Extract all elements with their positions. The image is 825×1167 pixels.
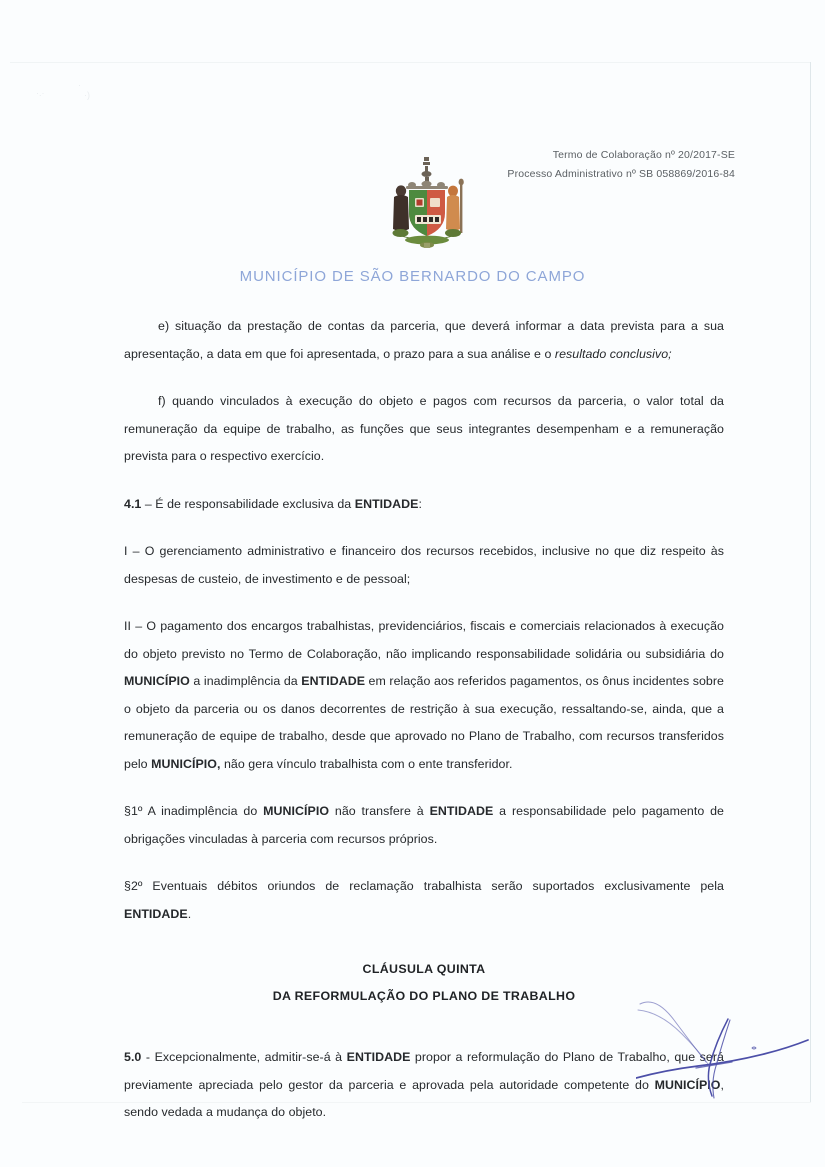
item-4-1-entidade: ENTIDADE [354,496,419,511]
paragraph-2-seg2: . [187,906,192,921]
paragraph-item-f: f) quando vinculados à execução do objeto e pagos com recursos da parceria, o valor total da remuneração da equipe de trabalho, as funções que seus integrantes desempenham e a remuneração prevista para o respectivo exercício. [124,394,724,463]
item-II-municipio-1: MUNICÍPIO [124,674,190,688]
item-5-0-number: 5.0 [124,1050,142,1064]
item-4-1-text-after: : [418,496,422,511]
paragraph-1-seg1: §1º A inadimplência do [124,804,264,818]
paragraph-2 [124,873,724,928]
processo-administrativo-number: Processo Administrativo nº SB 058869/2016-84 [507,168,735,180]
paragraph-item-5-0 [124,1044,724,1127]
item-5-0-seg3: , sendo vedada a mudança do objeto. [124,1077,724,1119]
municipality-title: MUNICÍPIO DE SÃO BERNARDO DO CAMPO [239,268,586,285]
document-reference-block [507,146,735,184]
paragraph-item-e [124,313,724,368]
item-II-municipio-2: MUNICÍPIO, [151,756,221,771]
item-5-0-seg1: - Excepcionalmente, admitir-se-á à [141,1050,347,1064]
document-body [124,313,724,1147]
paragraph-item-II [124,613,724,778]
item-4-1-number: 4.1 [124,496,142,511]
item-e-lead: e) situação da prestação de contas da parceria, que deverá informar a data prevista para a sua apresentação, a data em que foi apresentada, o prazo para a sua análise e o [124,319,724,361]
paragraph-2-entidade: ENTIDADE [124,906,188,921]
item-4-1-text-before: – É de responsabilidade exclusiva da [141,496,355,511]
item-5-0-seg2: propor a reformulação do Plano de Trabalho, que será previamente apreciada pelo gestor da parceria e aprovada pela autoridade competente do [124,1050,724,1092]
coat-of-arms-icon [385,155,469,251]
clause-heading [124,956,724,1010]
paragraph-item-I: I – O gerenciamento administrativo e financeiro dos recursos recebidos, inclusive no que diz respeito às despesas de custeio, de investimento e de pessoal; [124,544,724,586]
paragraph-1-municipio: MUNICÍPIO [263,804,330,818]
paragraph-1-entidade: ENTIDADE [429,804,494,818]
item-II-seg2: a inadimplência da [189,674,302,688]
paragraph-1 [124,798,724,853]
item-e-italic-tail: resultado conclusivo; [554,346,672,361]
page-edge-right [810,62,811,1102]
clause-title-line-2: DA REFORMULAÇÃO DO PLANO DE TRABALHO [272,989,576,1003]
paragraph-1-seg3: a responsabilidade pelo pagamento de obrigações vinculadas à parceria com recursos próprios. [124,804,725,846]
item-II-seg4: não gera vínculo trabalhista com o ente transferidor. [220,756,513,771]
paragraph-1-seg2: não transfere à [329,804,430,818]
item-II-seg3: em relação aos referidos pagamentos, os ônus incidentes sobre o objeto da parceria ou os danos decorrentes de restrição à sua execução, ressaltando-se, ainda, que a remuneração de equipe de trabalho, desde que aprovado no Plano de Trabalho, com recursos transferidos pelo [124,674,724,771]
item-II-entidade: ENTIDADE [301,674,366,688]
scan-artifact-speckle: ·.· [36,88,45,98]
item-II-seg1: II – O pagamento dos encargos trabalhistas, previdenciários, fiscais e comerciais relacionados à execução do objeto previsto no Termo de Colaboração, não implicando responsabilidade solidária ou subsidiária do [124,619,724,661]
scan-artifact-speckle: ·) [84,90,90,100]
item-5-0-entidade: ENTIDADE [346,1050,411,1064]
clause-title-line-1: CLÁUSULA QUINTA [362,962,486,976]
paragraph-2-seg1: §2º Eventuais débitos oriundos de reclamação trabalhista serão suportados exclusivamente pela [124,879,724,893]
item-5-0-municipio: MUNICÍPIO [654,1077,721,1092]
paragraph-item-4-1 [124,491,724,519]
termo-colaboracao-number: Termo de Colaboração nº 20/2017-SE [552,149,735,161]
page-edge-top [10,62,811,63]
scan-artifact-speckle: · [78,80,81,90]
